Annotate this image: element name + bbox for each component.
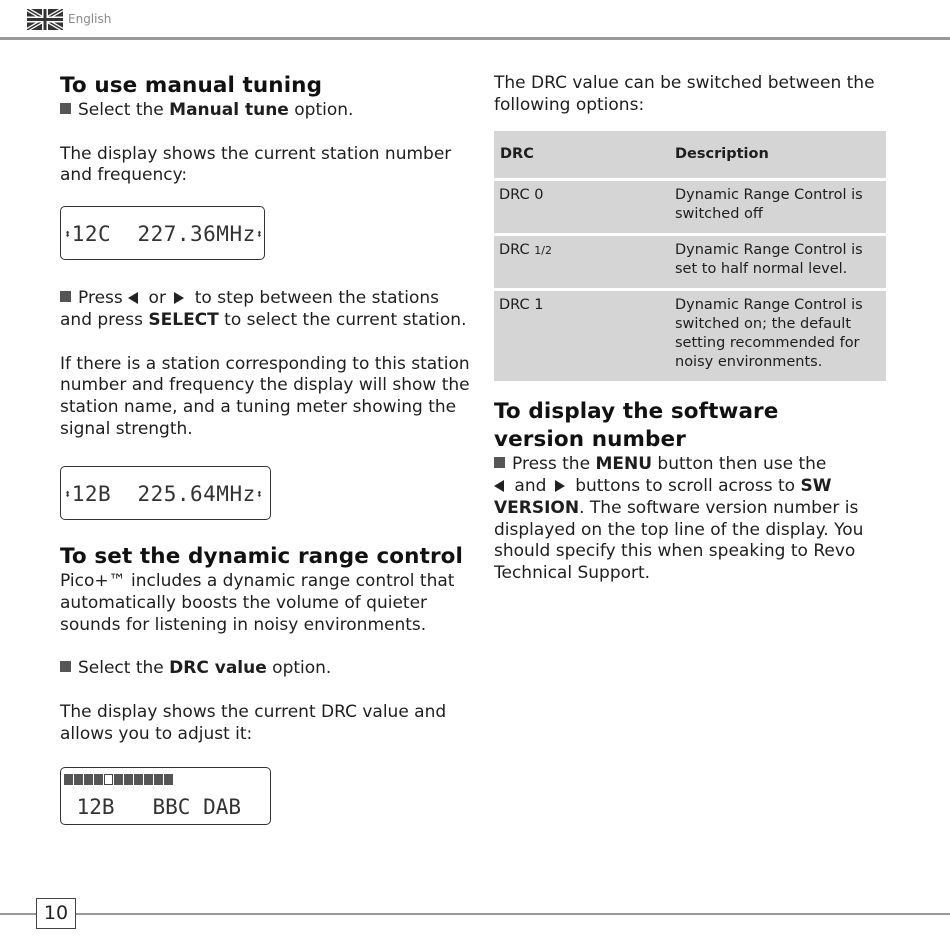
station-found-description: If there is a station corresponding to this station number and frequency the display will show the station name, and a tuning meter showing the signal strength. xyxy=(60,353,470,439)
table-cell-drc: DRC 0 xyxy=(494,181,675,233)
header-divider xyxy=(0,37,950,40)
bullet-icon xyxy=(60,661,71,672)
bullet-icon xyxy=(494,457,505,468)
lcd-display-station: ⬍12B 225.64MHz⬍ xyxy=(60,466,271,520)
right-arrow-icon xyxy=(555,480,565,492)
software-version-instruction: Press the MENU button then use the and buttons to scroll across to SW VERSION. The software version number is displayed on the top line of the display. You should specify this when speaking to Revo Technical Support. xyxy=(494,454,864,583)
meter-segment xyxy=(64,774,73,785)
meter-segment xyxy=(74,774,83,785)
manual-tune-instruction: Select the Manual tune option. xyxy=(60,100,470,122)
left-column xyxy=(60,72,470,825)
meter-segment xyxy=(134,774,143,785)
bullet-icon xyxy=(60,103,71,114)
table-row xyxy=(494,236,886,288)
drc-display-description: The display shows the current DRC value and allows you to adjust it: xyxy=(60,702,447,744)
drc-intro: Pico+™ includes a dynamic range control that automatically boosts the volume of quieter sounds for listening in noisy environments. xyxy=(60,571,455,635)
table-cell-description: Dynamic Range Control is switched off xyxy=(675,181,886,233)
table-row xyxy=(494,291,886,381)
table-header-description: Description xyxy=(675,131,886,178)
up-down-arrow-icon: ⬍ xyxy=(64,487,72,502)
table-cell-drc: DRC 1 xyxy=(494,291,675,381)
footer-divider-right xyxy=(76,913,950,915)
table-cell-drc: DRC 1/2 xyxy=(494,236,675,288)
right-arrow-icon xyxy=(174,292,184,304)
footer-divider-left xyxy=(0,913,36,915)
manual-tuning-heading: To use manual tuning xyxy=(60,73,323,98)
left-arrow-icon xyxy=(494,480,504,492)
step-stations-instruction: Press or to step between the stations and press SELECT to select the current station. xyxy=(60,288,467,330)
drc-options-intro: The DRC value can be switched between the following options: xyxy=(494,73,875,115)
left-arrow-icon xyxy=(128,292,138,304)
meter-segment xyxy=(164,774,173,785)
lcd-display-drc xyxy=(60,767,271,825)
table-row xyxy=(494,181,886,233)
meter-segment xyxy=(124,774,133,785)
meter-segment xyxy=(114,774,123,785)
up-down-arrow-icon: ⬍ xyxy=(255,227,264,242)
meter-segment xyxy=(144,774,153,785)
drc-level-meter xyxy=(64,774,173,785)
table-cell-description: Dynamic Range Control is switched on; the default setting recommended for noisy environments. xyxy=(675,291,886,381)
page-number: 10 xyxy=(36,898,76,929)
meter-segment xyxy=(94,774,103,785)
union-jack-flag-icon xyxy=(27,9,63,30)
meter-segment xyxy=(84,774,93,785)
right-column xyxy=(494,73,886,585)
table-header-drc: DRC xyxy=(494,131,675,178)
software-version-heading: To display the software version number xyxy=(494,399,779,453)
display-description: The display shows the current station number and frequency: xyxy=(60,143,452,186)
meter-segment xyxy=(104,774,113,785)
language-label: English xyxy=(68,12,112,26)
drc-value-instruction: Select the DRC value option. xyxy=(60,658,470,680)
dynamic-range-heading: To set the dynamic range control xyxy=(60,544,463,570)
table-header-row xyxy=(494,131,886,178)
drc-options-table xyxy=(494,128,886,384)
meter-segment xyxy=(154,774,163,785)
lcd-drc-text: 12B BBC DAB xyxy=(64,794,242,819)
lcd-display-frequency: ⬍12C 227.36MHz⬍ xyxy=(60,206,265,260)
bullet-icon xyxy=(60,291,71,302)
page-header xyxy=(0,0,950,40)
table-cell-description: Dynamic Range Control is set to half normal level. xyxy=(675,236,886,288)
up-down-arrow-icon: ⬍ xyxy=(255,487,264,502)
up-down-arrow-icon: ⬍ xyxy=(64,227,72,242)
